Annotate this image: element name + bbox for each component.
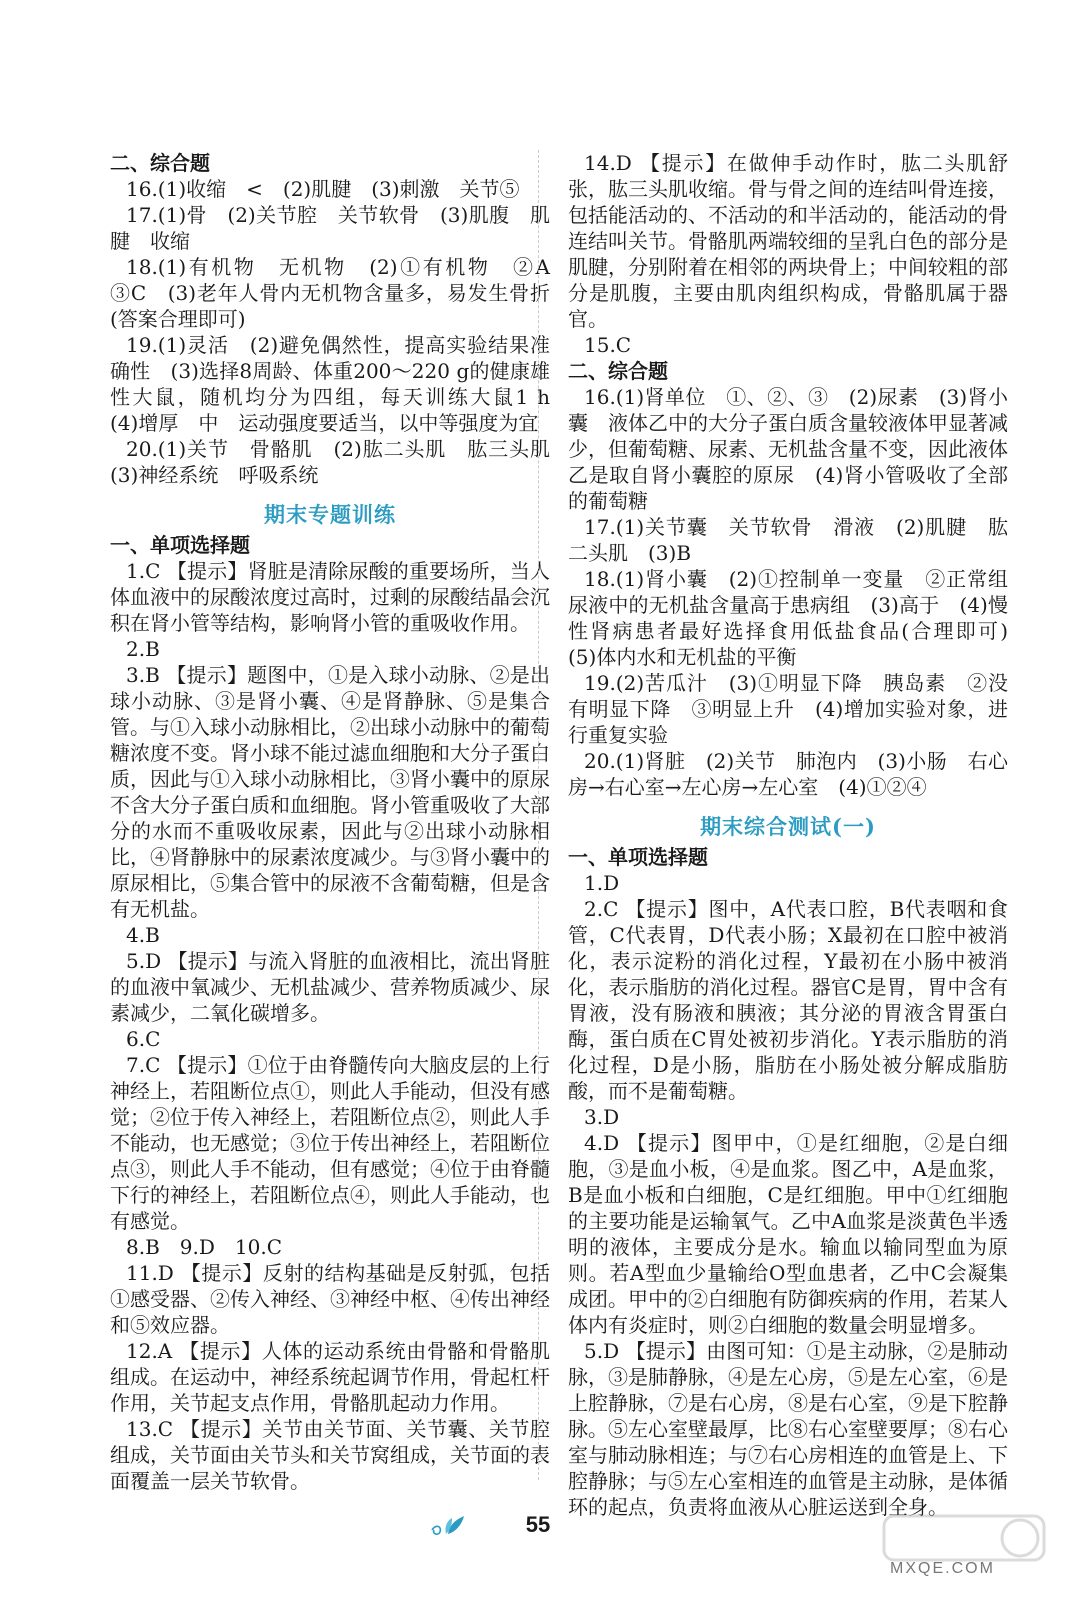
answer-item: 18.(1)肾小囊 (2)①控制单一变量 ②正常组尿液中的无机盐含量高于患病组 (3)高于 (4)慢性肾病患者最好选择食用低盐食品(合理即可) (5)体内水和无机盐的平衡 <box>568 567 1028 669</box>
answer-item: 16.(1)收缩 < (2)肌腱 (3)刺激 关节⑤ <box>126 177 520 201</box>
section-heading: 二、综合题 <box>568 359 668 383</box>
watermark-text: MXQE.COM <box>890 1560 995 1577</box>
left-column <box>110 150 570 1494</box>
answer-item: 19.(1)灵活 (2)避免偶然性，提高实验结果准确性 (3)选择8周龄、体重200～220 g的健康雄性大鼠，随机均分为四组，每天训练大鼠1 h (4)增厚 中 运动强度要适当，以中等强度为宜 <box>110 333 570 435</box>
page-number: 55 <box>525 1512 551 1537</box>
answer-item: 5.D 【提示】由图可知：①是主动脉，②是肺动脉，③是肺静脉，④是左心房，⑤是左心室，⑥是上腔静脉，⑦是右心房，⑧是右心室，⑨是下腔静脉。⑤左心室壁最厚，比⑧右心室壁要厚；⑧右心室与肺动脉相连；与⑦右心房相连的血管是上、下腔静脉；与⑤左心室相连的血管是主动脉，是体循环的起点，负责将血液从心脏运送到全身。 <box>568 1339 1008 1519</box>
answer-item: 15.C <box>584 333 632 357</box>
right-column <box>568 150 1028 1520</box>
section-title: 期末专题训练 <box>264 502 396 527</box>
section-title: 期末综合测试(一) <box>700 814 876 839</box>
column-divider <box>538 150 539 1480</box>
section-heading: 一、单项选择题 <box>110 533 250 557</box>
answer-item: 2.B <box>126 637 160 661</box>
answer-item: 6.C <box>126 1027 161 1051</box>
answer-item: 12.A 【提示】人体的运动系统由骨骼和骨骼肌组成。在运动中，神经系统起调节作用，骨起杠杆作用，关节起支点作用，骨骼肌起动力作用。 <box>110 1339 550 1415</box>
answer-item: 18.(1)有机物 无机物 (2)①有机物 ②A ③C (3)老年人骨内无机物含量多，易发生骨折(答案合理即可) <box>110 255 570 331</box>
answer-item: 4.D 【提示】图甲中，①是红细胞，②是白细胞，③是血小板，④是血浆。图乙中，A是血浆，B是血小板和白细胞，C是红细胞。甲中①红细胞的主要功能是运输氧气。乙中A血浆是淡黄色半透明的液体，主要成分是水。输血以输同型血为原则。若A型血少量输给O型血患者，乙中C会凝集成团。甲中的②白细胞有防御疾病的作用，若某人体内有炎症时，则②白细胞的数量会明显增多。 <box>568 1131 1008 1337</box>
answer-item: 7.C 【提示】①位于由脊髓传向大脑皮层的上行神经上，若阻断位点①，则此人手能动，但没有感觉；②位于传入神经上，若阻断位点②，则此人手不能动，也无感觉；③位于传出神经上，若阻断位点③，则此人手不能动，但有感觉；④位于由脊髓下行的神经上，若阻断位点④，则此人手能动，也有感觉。 <box>110 1053 550 1233</box>
section-heading: 一、单项选择题 <box>568 845 708 869</box>
answer-item: 19.(2)苦瓜汁 (3)①明显下降 胰岛素 ②没有明显下降 ③明显上升 (4)增加实验对象，进行重复实验 <box>568 671 1008 747</box>
answer-item: 11.D 【提示】反射的结构基础是反射弧，包括①感受器、②传入神经、③神经中枢、④传出神经和⑤效应器。 <box>110 1261 550 1337</box>
answer-item: 3.B 【提示】题图中，①是入球小动脉、②是出球小动脉、③是肾小囊、④是肾静脉、⑤是集合管。与①入球小动脉相比，②出球小动脉中的葡萄糖浓度不变。肾小球不能过滤血细胞和大分子蛋白质，因此与①入球小动脉相比，③肾小囊中的原尿不含大分子蛋白质和血细胞。肾小管重吸收了大部分的水而不重吸收尿素，因此与②出球小动脉相比，④肾静脉中的尿素浓度减少。与③肾小囊中的原尿相比，⑤集合管中的尿液不含葡萄糖，但是含有无机盐。 <box>110 663 550 921</box>
answer-item: 1.C 【提示】肾脏是清除尿酸的重要场所，当人体血液中的尿酸浓度过高时，过剩的尿酸结晶会沉积在肾小管等结构，影响肾小管的重吸收作用。 <box>110 559 550 635</box>
answer-item: 8.B 9.D 10.C <box>126 1235 283 1259</box>
answer-item: 16.(1)肾单位 ①、②、③ (2)尿素 (3)肾小囊 液体乙中的大分子蛋白质含量较液体甲显著减少，但葡萄糖、尿素、无机盐含量不变，因此液体乙是取自肾小囊腔的原尿 (4)肾小管吸收了全部的葡萄糖 <box>568 385 1008 513</box>
answer-item: 20.(1)关节 骨骼肌 (2)肱二头肌 肱三头肌 (3)神经系统 呼吸系统 <box>110 437 570 487</box>
answer-item: 1.D <box>584 871 620 895</box>
answer-item: 17.(1)骨 (2)关节腔 关节软骨 (3)肌腹 肌腱 收缩 <box>110 203 550 253</box>
answer-item: 17.(1)关节囊 关节软骨 滑液 (2)肌腱 肱二头肌 (3)B <box>568 515 1008 565</box>
answer-item: 13.C 【提示】关节由关节面、关节囊、关节腔组成，关节面由关节头和关节窝组成，关节面的表面覆盖一层关节软骨。 <box>110 1417 550 1493</box>
answer-item: 20.(1)肾脏 (2)关节 肺泡内 (3)小肠 右心房→右心室→左心房→左心室 (4)①②④ <box>568 749 1008 799</box>
answer-item: 5.D 【提示】与流入肾脏的血液相比，流出肾脏的血液中氧减少、无机盐减少、营养物质减少、尿素减少，二氧化碳增多。 <box>110 949 550 1025</box>
answer-item: 3.D <box>584 1105 620 1129</box>
answer-item: 4.B <box>126 923 160 947</box>
section-heading: 二、综合题 <box>110 151 210 175</box>
answer-item: 14.D 【提示】在做伸手动作时，肱二头肌舒张，肱三头肌收缩。骨与骨之间的连结叫骨连接，包括能活动的、不活动的和半活动的，能活动的骨连结叫关节。骨骼肌两端较细的呈乳白色的部分是肌腱，分别附着在相邻的两块骨上；中间较粗的部分是肌腹，主要由肌肉组织构成，骨骼肌属于器官。 <box>568 151 1008 331</box>
answer-item: 2.C 【提示】图中，A代表口腔，B代表咽和食管，C代表胃，D代表小肠；X最初在口腔中被消化，表示淀粉的消化过程，Y最初在小肠中被消化，表示脂肪的消化过程。器官C是胃，胃中含有胃液，没有肠液和胰液；其分泌的胃液含胃蛋白酶，蛋白质在C胃处被初步消化。Y表示脂肪的消化过程，D是小肠，脂肪在小肠处被分解成脂肪酸，而不是葡萄糖。 <box>568 897 1008 1103</box>
